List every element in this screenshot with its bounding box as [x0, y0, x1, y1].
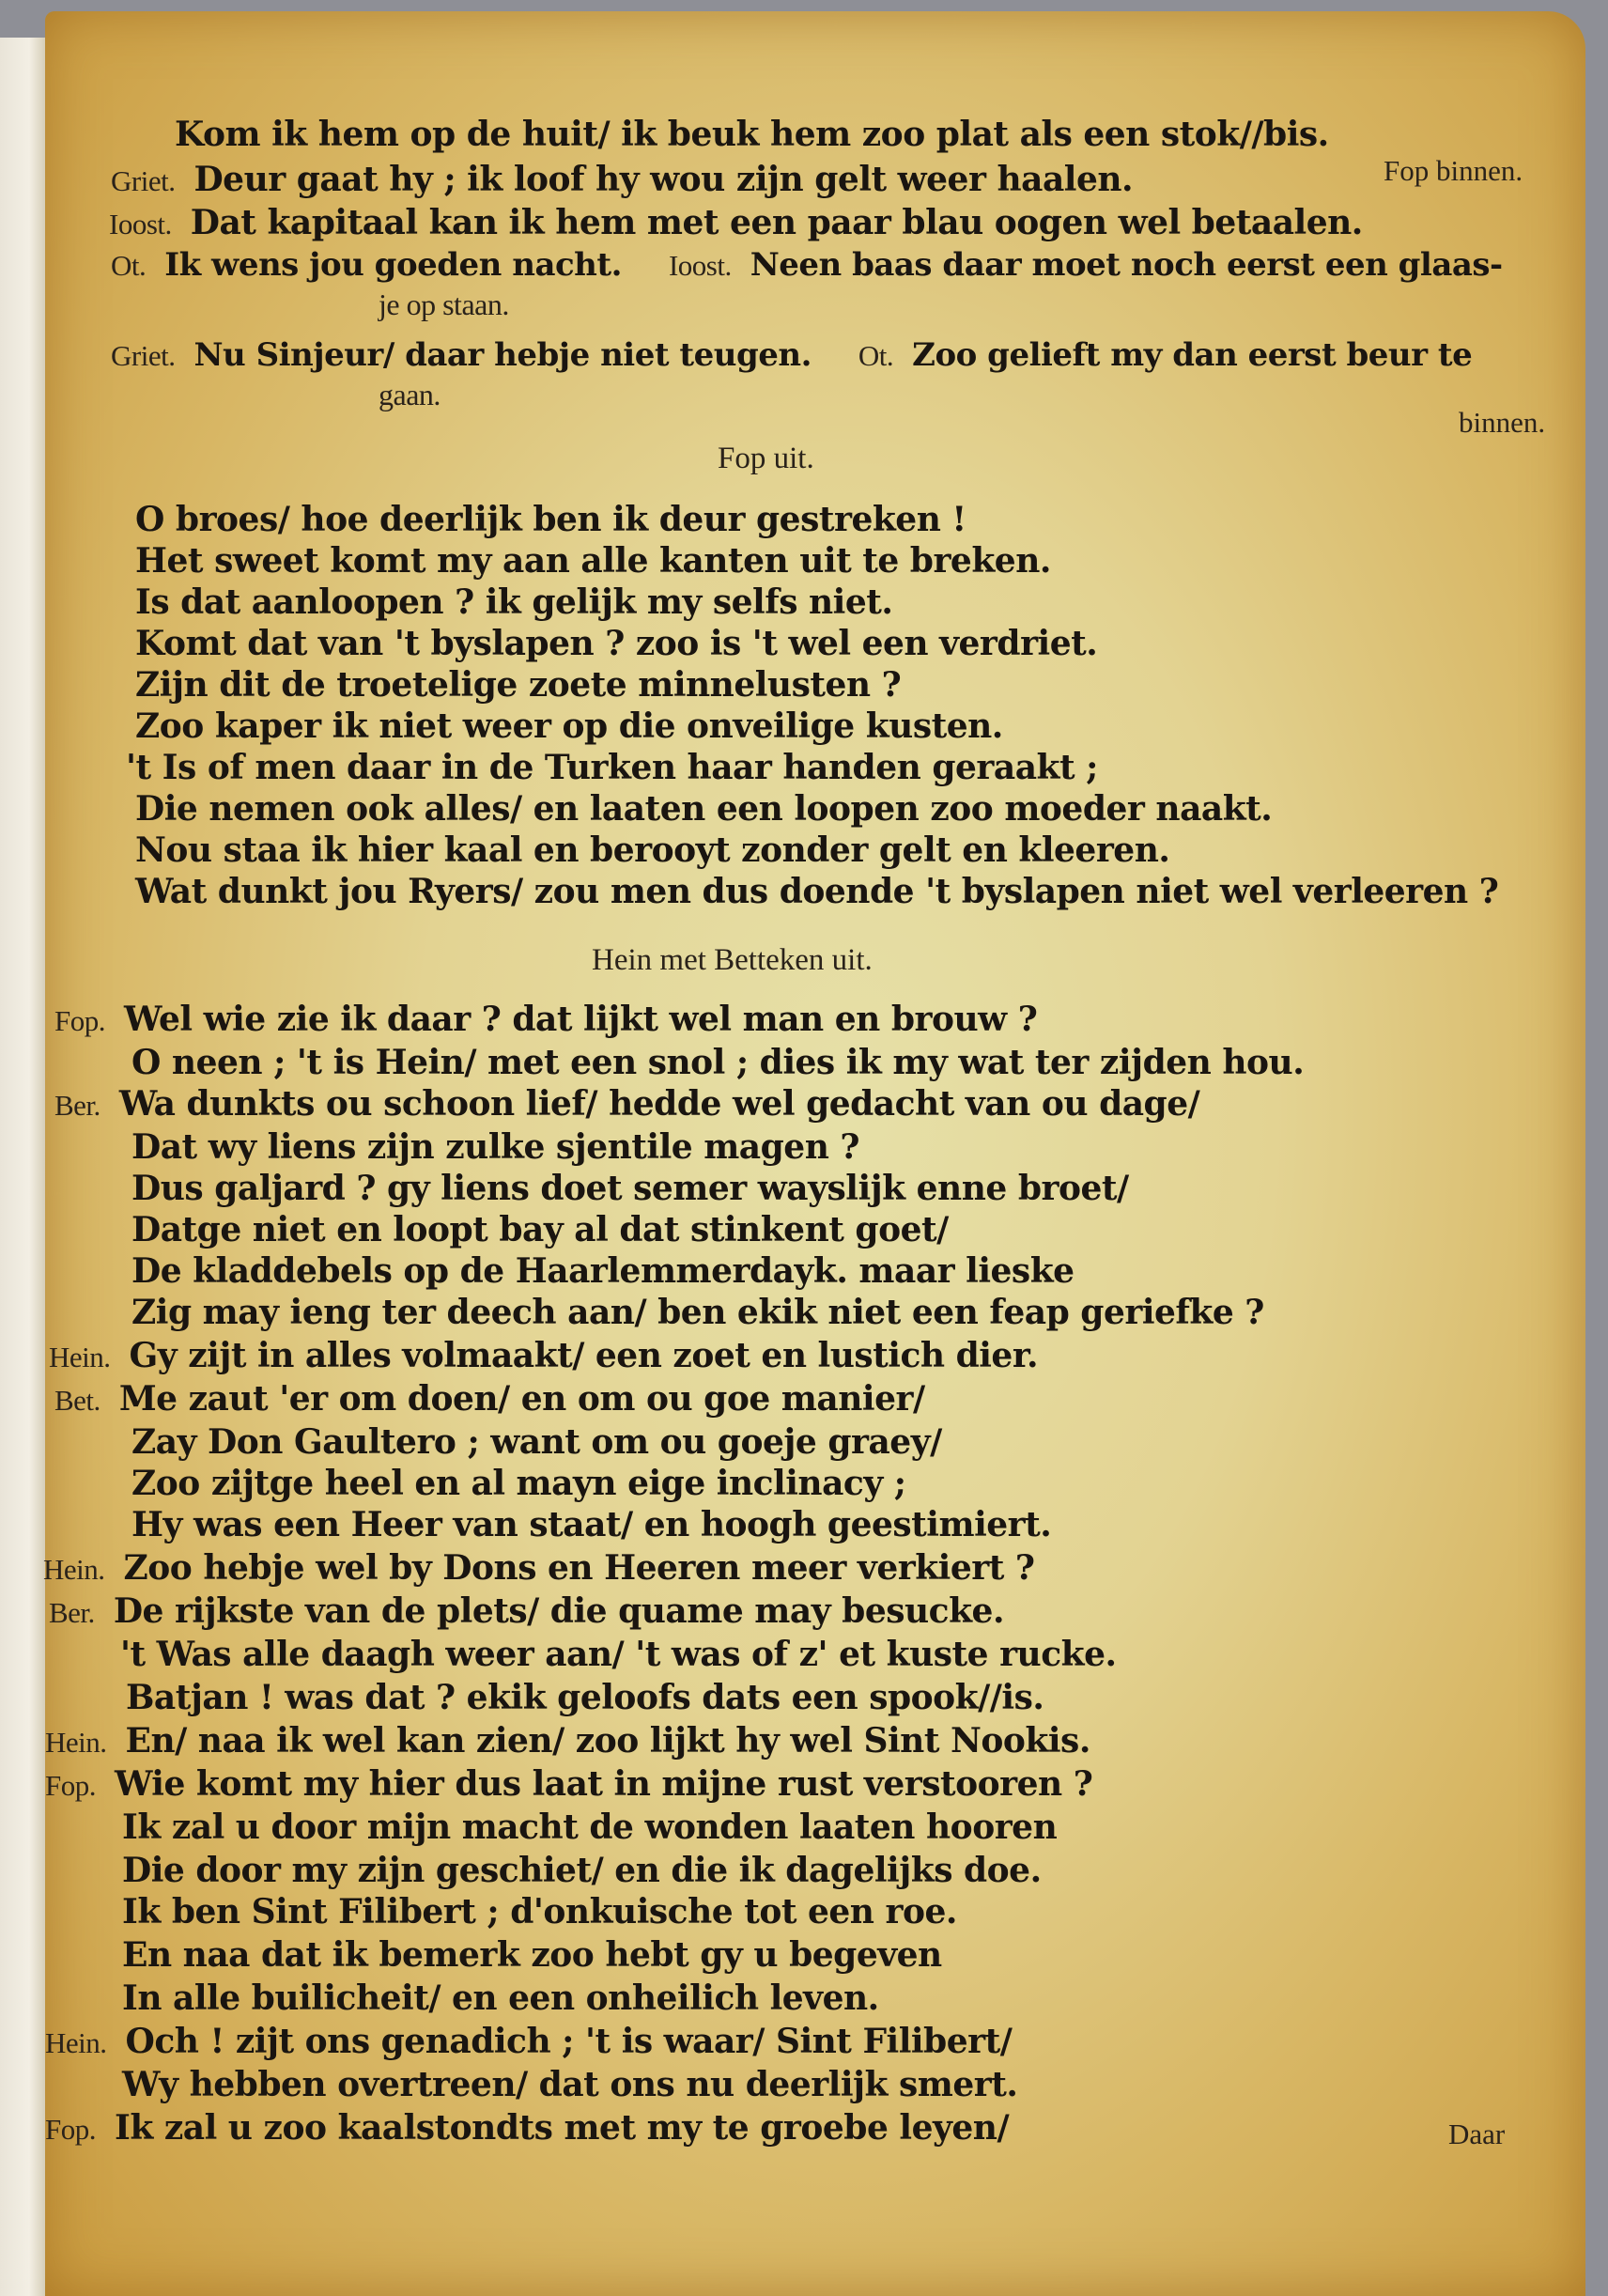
- speaker-label: Ber.: [49, 1596, 95, 1629]
- text-line: Zoo kaper ik niet weer op die onveilige kusten.: [135, 706, 1003, 746]
- text-line: je op staan.: [379, 287, 509, 321]
- text-line: Dus galjard ? gy liens doet semer wayslijk enne broet/: [131, 1169, 1129, 1208]
- book-page: [45, 11, 1585, 2296]
- text-line: Nou staa ik hier kaal en berooyt zonder gelt en kleeren.: [135, 830, 1170, 870]
- speaker-label: Fop.: [45, 2113, 96, 2146]
- text-line: Hein. Och ! zijt ons genadich ; 't is waar/ Sint Filibert/: [45, 2022, 1013, 2061]
- text-line: Hein. Gy zijt in alles volmaakt/ een zoet en lustich dier.: [49, 1336, 1039, 1375]
- text-line: Batjan ! was dat ? ekik geloofs dats een spook//is.: [126, 1678, 1044, 1717]
- speaker-label: Hein.: [49, 1341, 111, 1373]
- stage-direction-heading: Hein met Betteken uit.: [592, 943, 873, 977]
- speaker-label: Griet.: [111, 164, 176, 197]
- text-line: Griet. Nu Sinjeur/ daar hebje niet teugen. Ot. Zoo gelieft my dan eerst beur te: [111, 336, 1473, 374]
- text-line: Dat wy liens zijn zulke sjentile magen ?: [131, 1127, 859, 1167]
- stage-direction-heading: Fop uit.: [718, 442, 814, 475]
- text-line: O neen ; 't is Hein/ met een snol ; dies ik my wat ter zijden hou.: [131, 1043, 1305, 1082]
- text-line: Ber. Wa dunkts ou schoon lief/ hedde wel gedacht van ou dage/: [54, 1084, 1200, 1124]
- margin-note: Fop binnen.: [1384, 154, 1523, 187]
- text-line: Het sweet komt my aan alle kanten uit te breken.: [135, 541, 1051, 581]
- text-line: Ik ben Sint Filibert ; d'onkuische tot een roe.: [122, 1892, 957, 1931]
- speaker-label: Griet.: [111, 339, 176, 372]
- margin-note: binnen.: [1459, 406, 1546, 439]
- text-line: Ioost. Dat kapitaal kan ik hem met een paar blau oogen wel betaalen.: [109, 203, 1363, 242]
- text-line: Zig may ieng ter deech aan/ ben ekik niet een feap geriefke ?: [131, 1293, 1264, 1332]
- adjacent-page-edge: [0, 38, 49, 2296]
- text-line: Fop. Wel wie zie ik daar ? dat lijkt wel man en brouw ?: [54, 1000, 1038, 1039]
- text-line: Komt dat van 't byslapen ? zoo is 't wel een verdriet.: [135, 624, 1098, 663]
- text-line: Hein. En/ naa ik wel kan zien/ zoo lijkt hy wel Sint Nookis.: [45, 1721, 1090, 1761]
- speaker-label: Ioost.: [668, 249, 732, 282]
- text-line: Zoo zijtge heel en al mayn eige inclinacy ;: [131, 1464, 906, 1503]
- speaker-label: Fop.: [54, 1004, 105, 1037]
- text-line: Wat dunkt jou Ryers/ zou men dus doende 't byslapen niet wel verleeren ?: [135, 872, 1499, 911]
- text-line: Is dat aanloopen ? ik gelijk my selfs niet.: [135, 582, 893, 622]
- text-line: In alle builicheit/ en een onheilich leven.: [122, 1978, 879, 2018]
- text-line: Zay Don Gaultero ; want om ou goeje graey/: [131, 1422, 942, 1462]
- text-line: Die nemen ook alles/ en laaten een loopen zoo moeder naakt.: [135, 789, 1273, 829]
- text-line: Ik zal u door mijn macht de wonden laaten hooren: [122, 1807, 1058, 1847]
- text-line: Fop. Ik zal u zoo kaalstondts met my te groebe leyen/: [45, 2108, 1010, 2148]
- text-line: Kom ik hem op de huit/ ik beuk hem zoo plat als een stok//bis.: [175, 115, 1329, 154]
- speaker-label: Bet.: [54, 1384, 100, 1417]
- speaker-label: Ber.: [54, 1089, 100, 1122]
- text-line: Hy was een Heer van staat/ en hoogh geestimiert.: [131, 1505, 1052, 1544]
- text-line: Wy hebben overtreen/ dat ons nu deerlijk smert.: [122, 2065, 1018, 2104]
- text-line: 't Was alle daagh weer aan/ 't was of z' et kuste rucke.: [120, 1635, 1117, 1674]
- text-line: Datge niet en loopt bay al dat stinkent goet/: [131, 1210, 949, 1249]
- text-line: Griet. Deur gaat hy ; ik loof hy wou zijn gelt weer haalen.: [111, 160, 1134, 199]
- speaker-label: Ot.: [858, 339, 894, 372]
- speaker-label: Ioost.: [109, 208, 172, 240]
- text-line: De kladdebels op de Haarlemmerdayk. maar lieske: [131, 1251, 1075, 1291]
- text-line: Bet. Me zaut 'er om doen/ en om ou goe manier/: [54, 1379, 925, 1419]
- speaker-label: Fop.: [45, 1769, 96, 1802]
- text-line: Ot. Ik wens jou goeden nacht. Ioost. Neen baas daar moet noch eerst een glaas-: [111, 246, 1503, 284]
- text-line: Zijn dit de troetelige zoete minnelusten ?: [135, 665, 902, 705]
- text-line: O broes/ hoe deerlijk ben ik deur gestreken !: [135, 500, 966, 539]
- text-line: Fop. Wie komt my hier dus laat in mijne rust verstooren ?: [45, 1764, 1093, 1804]
- catchword: Daar: [1448, 2118, 1506, 2150]
- text-line: Ber. De rijkste van de plets/ die quame may besucke.: [49, 1591, 1004, 1631]
- speaker-label: Hein.: [45, 1726, 107, 1759]
- text-line: Hein. Zoo hebje wel by Dons en Heeren meer verkiert ?: [43, 1548, 1035, 1588]
- speaker-label: Hein.: [43, 1553, 105, 1586]
- text-line: En naa dat ik bemerk zoo hebt gy u begeven: [122, 1935, 942, 1975]
- text-line: Die door my zijn geschiet/ en die ik dagelijks doe.: [122, 1851, 1042, 1890]
- text-line: gaan.: [379, 378, 441, 411]
- speaker-label: Hein.: [45, 2026, 107, 2059]
- text-line: 't Is of men daar in de Turken haar handen geraakt ;: [126, 748, 1098, 787]
- speaker-label: Ot.: [111, 249, 147, 282]
